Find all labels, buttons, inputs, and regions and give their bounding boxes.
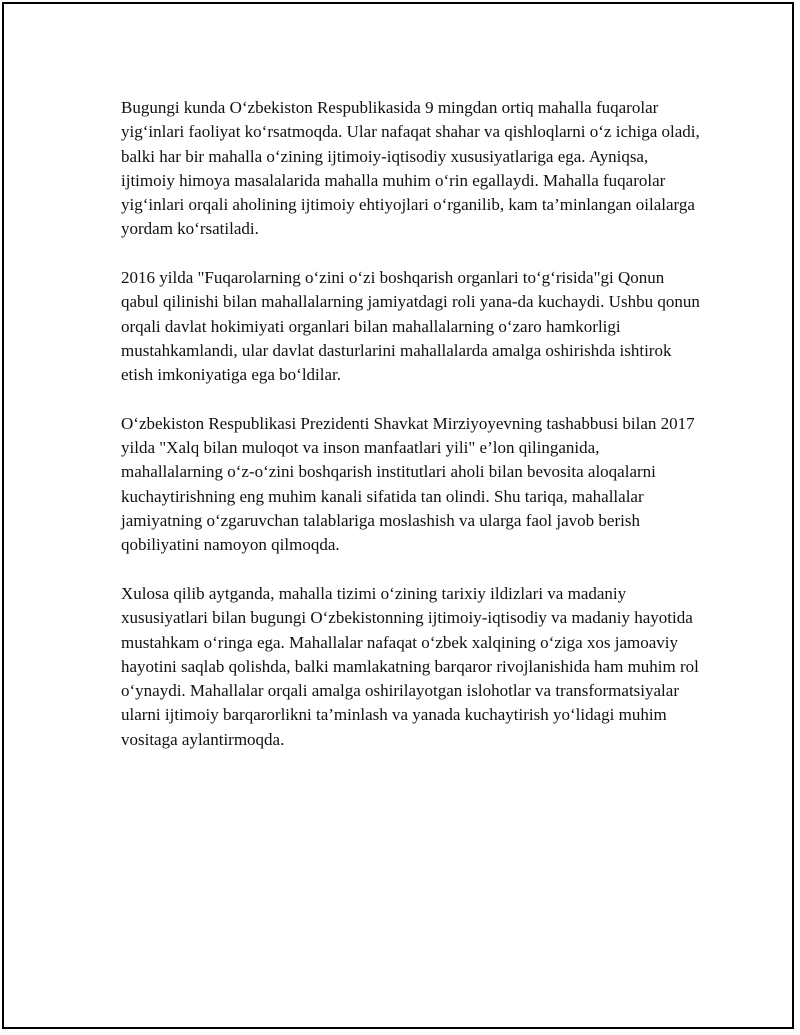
paragraph-1: Bugungi kunda O‘zbekiston Respublikasida 9 mingdan ortiq mahalla fuqarolar yig‘inlari faoliyat ko‘rsatmoqda. Ular nafaqat shahar va qishloqlarni o‘z ichiga oladi, balki har bir mahalla o‘zining ijtimoiy-iqtisodiy xususiyatlariga ega. Ayniqsa, ijtimoiy himoya masalalarida mahalla muhim o‘rin egallaydi. Mahalla fuqarolar yig‘inlari orqali aholining ijtimoiy ehtiyojlari o‘rganilib, kam ta’minlangan oilalarga yordam ko‘rsatiladi.	[121, 98, 700, 239]
paragraph-4: Xulosa qilib aytganda, mahalla tizimi o‘zining tarixiy ildizlari va madaniy xususiyatlari bilan bugungi O‘zbekistonning ijtimoiy-iqtisodiy va madaniy hayotida mustahkam o‘ringa ega. Mahallalar nafaqat o‘zbek xalqining o‘ziga xos jamoaviy hayotini saqlab qolishda, balki mamlakatning barqaror rivojlanishida ham muhim rol o‘ynaydi. Mahallalar orqali amalga oshirilayotgan islohotlar va transformatsiyalar ularni ijtimoiy barqarorlikni ta’minlash va yanada kuchaytirish yo‘lidagi muhim vositaga aylantirmoqda.	[121, 583, 699, 749]
document-body	[121, 96, 701, 776]
paragraph-2: 2016 yilda "Fuqarolarning o‘zini o‘zi boshqarish organlari to‘g‘risida"gi Qonun qabul qilinishi bilan mahallalarning jamiyatdagi roli yana-da kuchaydi. Ushbu qonun orqali davlat hokimiyati organlari bilan mahallalarning o‘zaro hamkorligi mustahkamlandi, ular davlat dasturlarini mahallalarda amalga oshirishda ishtirok etish imkoniyatiga ega bo‘ldilar.	[121, 268, 700, 385]
paragraph-3: O‘zbekiston Respublikasi Prezidenti Shavkat Mirziyoyevning tashabbusi bilan 2017 yilda "Xalq bilan muloqot va inson manfaatlari yili" e’lon qilinganida, mahallalarning o‘z-o‘zini boshqarish institutlari aholi bilan bevosita aloqalarni kuchaytirishning eng muhim kanali sifatida tan olindi. Shu tariqa, mahallalar jamiyatning o‘zgaruvchan talablariga moslashish va ularga faol javob berish qobiliyatini namoyon qilmoqda.	[121, 413, 695, 555]
document-page	[2, 2, 794, 1029]
